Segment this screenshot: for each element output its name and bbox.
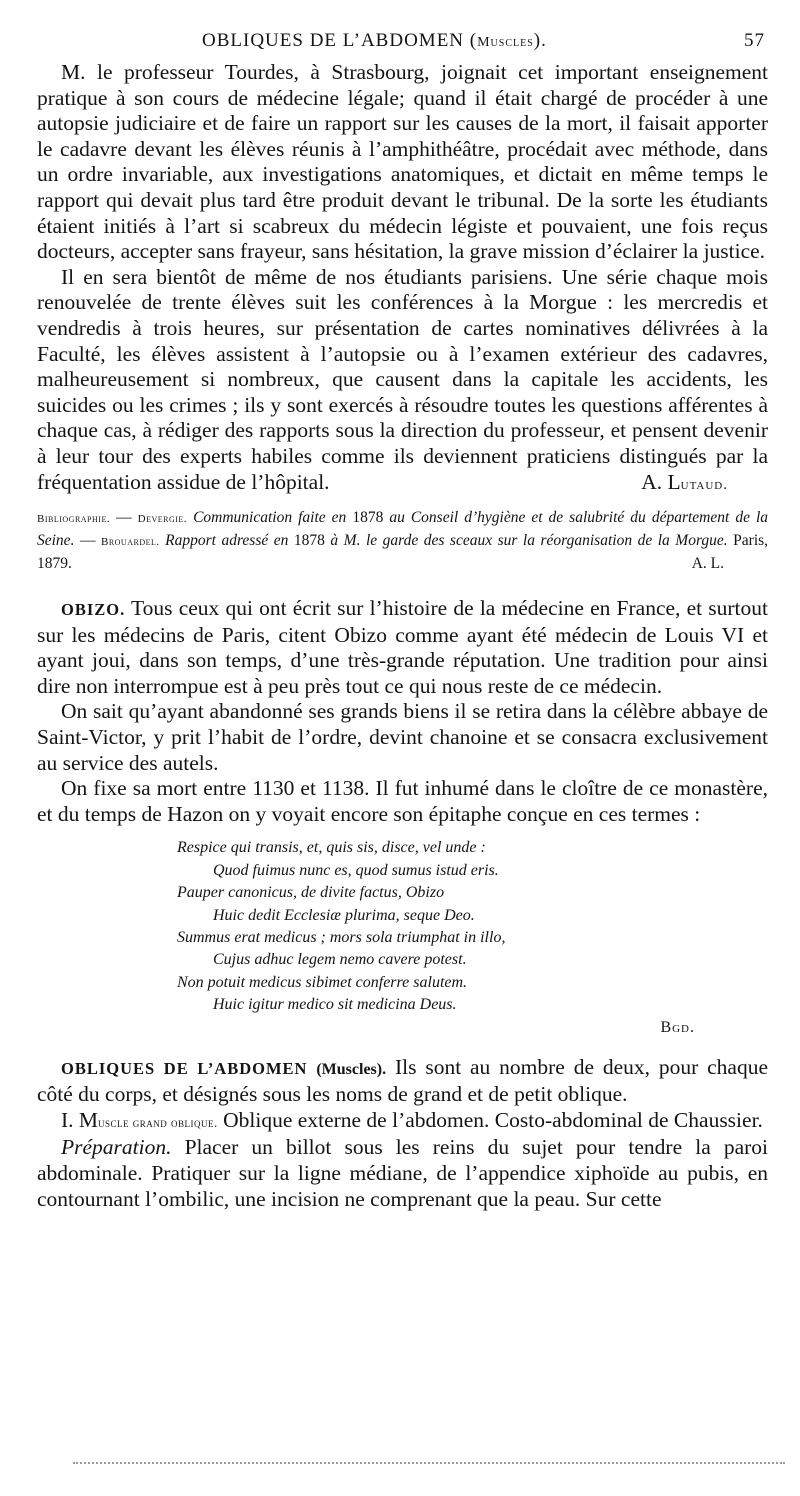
preparation-label: Préparation. xyxy=(61,1135,172,1160)
bibliography-place: Paris, 1879. xyxy=(37,532,769,573)
bibliography-year: 1878 xyxy=(293,532,325,550)
bibliography xyxy=(37,507,768,574)
entry-headword-obliques: OBLIQUES DE L’ABDOMEN xyxy=(61,1058,308,1078)
obizo-paragraph-2: On sait qu’ayant abandonné ses grands biens il se retira dans la célèbre abbaye de Saint-Victor, y prit l’habit de l’ordre, devint chanoine et se consacra exclusivement au service des autels. xyxy=(37,699,768,775)
bibliography-author: Brouardel. xyxy=(100,536,160,549)
section-text: Oblique externe de l’abdomen. Costo-abdominal de Chaussier. xyxy=(223,1107,763,1132)
obliques-paragraph-1 xyxy=(37,1055,768,1108)
running-title-main: OBLIQUES DE L’ABDOMEN ( xyxy=(202,30,478,51)
poem-line: Pauper canonicus, de divite factus, Obizo xyxy=(177,884,445,902)
preparation-paragraph xyxy=(37,1135,768,1212)
obizo-text-1: Tous ceux qui ont écrit sur l’histoire de la médecine en France, et surtout sur les médecins de Paris, citent Obizo comme ayant été médecin de Louis VI et ayant joui, dans son temps, d’une très-grande réputation. Une tradition pour ainsi dire non interrompue est à peu près tout ce qui nous reste de ce médecin. xyxy=(37,596,768,698)
obizo-paragraph-3: On fixe sa mort entre 1130 et 1138. Il fut inhumé dans le cloître de ce monastère, et du temps de Hazon on y voyait encore son épitaphe conçue en ces termes : xyxy=(37,776,768,826)
preparation-text: Placer un billot sous les reins du sujet pour tendre la paroi abdominale. Pratiquer sur la ligne médiane, de l’appendice xiphoïde au pubis, en contournant l’ombilic, une incision ne comprenant que la peau. Sur cette xyxy=(37,1135,769,1211)
section-number: I. M xyxy=(61,1107,99,1132)
bibliography-label: Bibliographie. xyxy=(37,513,111,526)
entry-headword-paren: (Muscles). xyxy=(316,1060,387,1078)
bibliography-initials: A. L. xyxy=(691,555,724,573)
poem-line: Respice qui transis, et, quis sis, disce, vel unde : xyxy=(177,839,486,857)
poem-line: Non potuit medicus sibimet conferre salutem. xyxy=(177,973,468,991)
poem-line: Summus erat medicus ; mors sola triumphat in illo, xyxy=(177,929,506,947)
signature-lutaud xyxy=(617,470,768,499)
entry-headword-obizo: OBIZO. xyxy=(61,600,126,620)
page-body xyxy=(37,60,768,1212)
epitaph-poem xyxy=(177,837,768,1016)
entry-obliques xyxy=(37,1055,768,1213)
bibliography-dash: — xyxy=(74,532,101,550)
paragraph-morgue xyxy=(37,265,768,495)
bibliography-work: Rapport adressé en xyxy=(165,532,289,550)
section-title: uscle grand oblique. xyxy=(98,1114,218,1130)
running-title xyxy=(202,30,547,52)
bibliography-dash: — xyxy=(110,509,138,527)
section-grand-oblique xyxy=(37,1108,768,1136)
bibliography-year: 1878 xyxy=(352,509,384,527)
bibliography-work: au Conseil d’hygiène et de salubrité du département de la Seine. xyxy=(37,509,769,550)
running-title-smallcaps: Muscles xyxy=(477,35,534,50)
entry-obizo xyxy=(37,596,768,1037)
page-number: 57 xyxy=(744,30,765,51)
signature-lutaud-rest: utaud. xyxy=(680,476,728,493)
paragraph-morgue-text: Il en sera bientôt de même de nos étudiants parisiens. Une série chaque mois renouvelée de trente élèves suit les conférences à la Morgue : les mercredis et vendredis à trois heures, sur présentation de cartes nominatives délivrées à la Faculté, les élèves assistent à l’autopsie ou à l’examen extérieur des cadavres, malheureusement si nombreux, que causent dans la capitale les accidents, les suicides ou les crimes ; ils y sont exercés à résoudre toutes les questions afférentes à chaque cas, à rédiger des rapports sous la direction du professeur, et pensent devenir à leur tour des experts habiles comme ils deviennent praticiens distingués par la fréquentation assidue de l’hôpital. xyxy=(37,264,768,494)
bibliography-work: à M. le garde des sceaux sur la réorganisation de la Morgue. xyxy=(330,532,728,550)
poem-line: Huic igitur medico sit medicina Deus. xyxy=(213,996,457,1014)
signature-lutaud-initial: A. L xyxy=(641,469,681,494)
obizo-paragraph-1 xyxy=(37,596,768,699)
bibliography-author: Devergie. xyxy=(137,513,188,526)
running-head xyxy=(37,30,768,56)
signature-bgd: Bgd. xyxy=(660,1018,695,1036)
poem-line: Huic dedit Ecclesiæ plurima, seque Deo. xyxy=(213,906,475,924)
paragraph-tourdes: M. le professeur Tourdes, à Strasbourg, joignait cet important enseignement pratique à son cours de médecine légale; quand il était chargé de procéder à une autopsie judiciaire et de faire un rapport sur les causes de la mort, il faisait apporter le cadavre devant les élèves réunis à l’amphithéâtre, procédait avec méthode, dans un ordre invariable, aux investigations anatomiques, et dictait en même temps le rapport qui devait plus tard être produit devant le tribunal. De la sorte les étudiants étaient initiés à l’art si scabreux du médecin légiste et pouvaient, une fois reçus docteurs, accepter sans frayeur, sans hésitation, la grave mission d’éclairer la justice. xyxy=(37,60,768,264)
page-bottom-dotted-rule xyxy=(73,1462,785,1468)
poem-line: Cujus adhuc legem nemo cavere potest. xyxy=(213,951,467,969)
running-title-end: ). xyxy=(533,30,547,51)
poem-line: Quod fuimus nunc es, quod sumus istud eris. xyxy=(213,861,499,879)
obliques-text-1: Ils sont au nombre de deux, pour chaque côté du corps, et désignés sous les noms de grand et de petit oblique. xyxy=(37,1054,769,1107)
bibliography-work: Communication faite en xyxy=(193,509,347,527)
